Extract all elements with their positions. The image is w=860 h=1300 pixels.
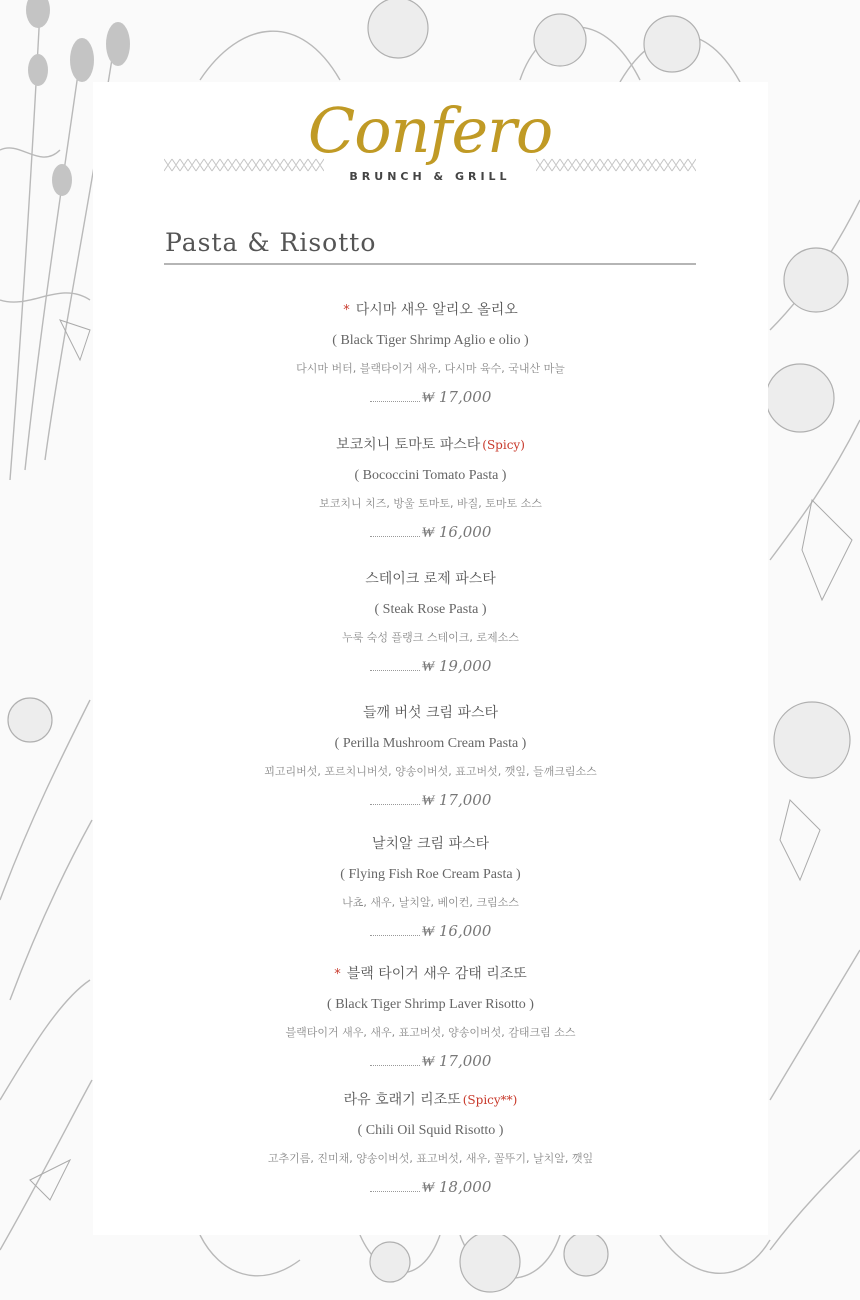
- menu-item-name-en: ( Bococcini Tomato Pasta ): [354, 468, 507, 483]
- menu-item-price-row: [93, 790, 768, 810]
- menu-item-description: 고추기름, 진미채, 양송이버섯, 표고버섯, 새우, 꼴뚜기, 날치알, 깻잎: [267, 1152, 594, 1165]
- menu-item-price-row: [93, 387, 768, 407]
- section-divider: [164, 263, 696, 265]
- menu-item-name-ko: 보코치니 토마토 파스타: [336, 437, 481, 453]
- menu-item-name-en: ( Flying Fish Roe Cream Pasta ): [340, 867, 521, 882]
- menu-item-name: [93, 300, 768, 320]
- dotted-leader: [370, 796, 420, 805]
- dotted-leader: [370, 393, 420, 402]
- menu-item-name-en: ( Black Tiger Shrimp Aglio e olio ): [332, 333, 529, 348]
- brand-name: Confero: [307, 94, 553, 167]
- dotted-leader: [370, 927, 420, 936]
- menu-item: [93, 435, 768, 542]
- menu-item-price: ₩ 16,000: [421, 922, 492, 940]
- menu-item-price-row: [93, 921, 768, 941]
- menu-item-description: 꾀고리버섯, 포르치니버섯, 양송이버섯, 표고버섯, 깻잎, 들깨크림소스: [264, 765, 597, 778]
- menu-item-name: [93, 964, 768, 984]
- spicy-label: (Spicy): [482, 438, 525, 452]
- menu-item-name-en: ( Perilla Mushroom Cream Pasta ): [334, 736, 527, 751]
- dotted-leader: [370, 662, 420, 671]
- menu-item-price: ₩ 18,000: [421, 1178, 492, 1196]
- recommended-star-icon: *: [334, 967, 341, 982]
- menu-item-description: 블랙타이거 새우, 새우, 표고버섯, 양송이버섯, 감태크림 소스: [285, 1026, 576, 1039]
- menu-item-price: ₩ 16,000: [421, 523, 492, 541]
- menu-item-name-ko: 라유 호래기 리조또: [343, 1092, 461, 1108]
- menu-item: [93, 569, 768, 676]
- menu-item-price-row: [93, 1051, 768, 1071]
- menu-item-price: ₩ 19,000: [421, 657, 492, 675]
- menu-item-name-ko: 블랙 타이거 새우 감태 리조또: [346, 966, 527, 982]
- menu-item-price-row: [93, 656, 768, 676]
- menu-item-price: ₩ 17,000: [421, 791, 492, 809]
- brand-tagline: BRUNCH & GRILL: [349, 170, 511, 183]
- menu-item-name-ko: 스테이크 로제 파스타: [365, 571, 496, 587]
- menu-item-name-en: ( Black Tiger Shrimp Laver Risotto ): [327, 997, 534, 1012]
- logo: [0, 94, 860, 183]
- menu-item-name-ko: 다시마 새우 알리오 올리오: [355, 302, 518, 318]
- menu-item-name: [93, 703, 768, 723]
- spicy-label: (Spicy**): [462, 1093, 518, 1107]
- section-title: Pasta & Risotto: [165, 228, 377, 257]
- menu-item-name-en: ( Chili Oil Squid Risotto ): [357, 1123, 504, 1138]
- menu-item: [93, 1090, 768, 1197]
- menu-item-name-ko: 들깨 버섯 크림 파스타: [362, 705, 499, 721]
- menu-item-description: 보코치니 치즈, 방울 토마토, 바질, 토마토 소스: [319, 497, 542, 510]
- menu-item-name: [93, 569, 768, 589]
- dotted-leader: [370, 1057, 420, 1066]
- menu-item-name: [93, 1090, 768, 1110]
- menu-item-name: [93, 834, 768, 854]
- recommended-star-icon: *: [343, 303, 350, 318]
- menu-item-name-en: ( Steak Rose Pasta ): [374, 602, 487, 617]
- dotted-leader: [370, 528, 420, 537]
- menu-item-price: ₩ 17,000: [421, 1052, 492, 1070]
- menu-item-price-row: [93, 522, 768, 542]
- menu-item: [93, 703, 768, 810]
- menu-item-description: 누룩 숙성 플랭크 스테이크, 로제소스: [342, 631, 519, 644]
- menu-item-name-ko: 날치알 크림 파스타: [371, 836, 490, 852]
- menu-item-price-row: [93, 1177, 768, 1197]
- menu-item-description: 다시마 버터, 블랙타이거 새우, 다시마 육수, 국내산 마늘: [296, 362, 565, 375]
- dotted-leader: [370, 1183, 420, 1192]
- menu-item-price: ₩ 17,000: [421, 388, 492, 406]
- menu-item: [93, 964, 768, 1071]
- menu-item: [93, 834, 768, 941]
- menu-item: [93, 300, 768, 407]
- menu-item-description: 나쵸, 새우, 날치알, 베이컨, 크림소스: [342, 896, 519, 909]
- menu-item-name: [93, 435, 768, 455]
